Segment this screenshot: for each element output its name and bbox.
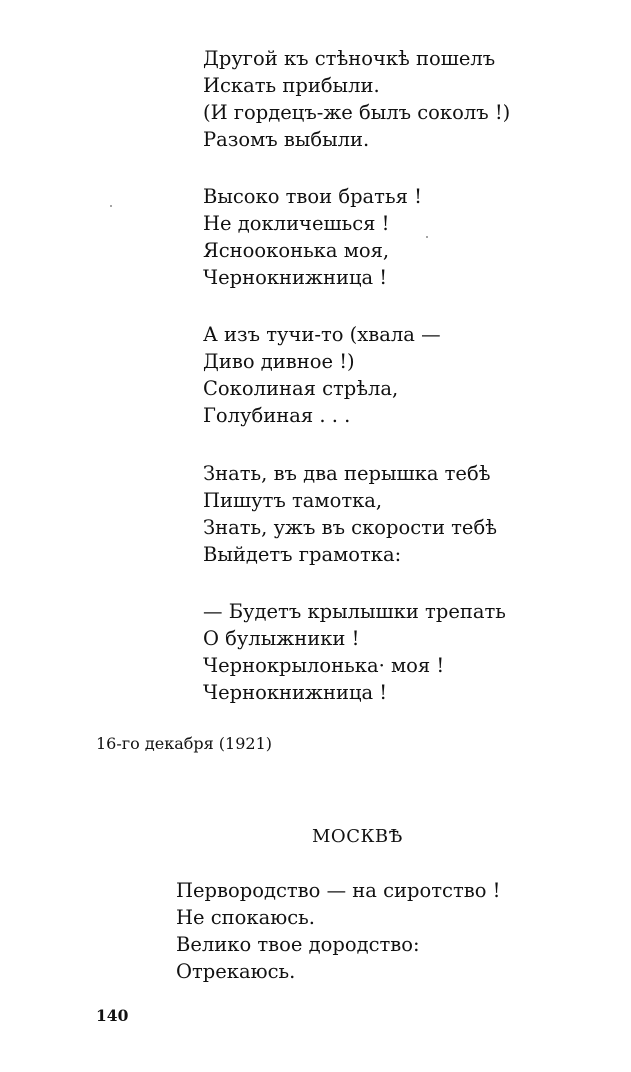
verse-line: О булыжники ! xyxy=(203,627,360,650)
verse-line: Яснооконька моя, xyxy=(203,239,390,262)
verse-line: Не спокаюсь. xyxy=(176,906,315,929)
verse-line: Соколиная стрѣла, xyxy=(203,377,399,400)
verse-line: (И гордецъ-же былъ соколъ !) xyxy=(203,101,511,124)
verse-line: Не докличешься ! xyxy=(203,212,390,235)
verse-line: Выйдетъ грамотка: xyxy=(203,543,402,566)
page-number: 140 xyxy=(96,1006,129,1025)
verse-line: Первородство — на сиротство ! xyxy=(176,879,501,902)
verse-line: Знать, ужъ въ скорости тебѣ xyxy=(203,516,497,539)
verse-line: Чернокнижница ! xyxy=(203,266,388,289)
verse-line: Искать прибыли. xyxy=(203,74,380,97)
verse-line: А изъ тучи-то (хвала — xyxy=(203,323,441,346)
print-speck xyxy=(110,205,112,207)
verse-line: Чернокрылонька· моя ! xyxy=(203,654,445,677)
verse-line: Разомъ выбыли. xyxy=(203,128,370,151)
verse-line: Пишутъ тамотка, xyxy=(203,489,383,512)
verse-line: Другой къ стѣночкѣ пошелъ xyxy=(203,47,496,70)
verse-line: Высоко твои братья ! xyxy=(203,185,422,208)
poem-title: МОСКВѢ xyxy=(312,826,403,847)
verse-line: Диво дивное !) xyxy=(203,350,355,373)
verse-line: — Будетъ крылышки трепать xyxy=(203,600,506,623)
verse-line: Отрекаюсь. xyxy=(176,960,296,983)
poem-date: 16-го декабря (1921) xyxy=(96,734,272,753)
verse-line: Велико твое дородство: xyxy=(176,933,420,956)
verse-line: Голубиная . . . xyxy=(203,404,351,427)
verse-line: Знать, въ два перышка тебѣ xyxy=(203,462,491,485)
verse-line: Чернокнижница ! xyxy=(203,681,388,704)
print-speck xyxy=(426,236,428,238)
